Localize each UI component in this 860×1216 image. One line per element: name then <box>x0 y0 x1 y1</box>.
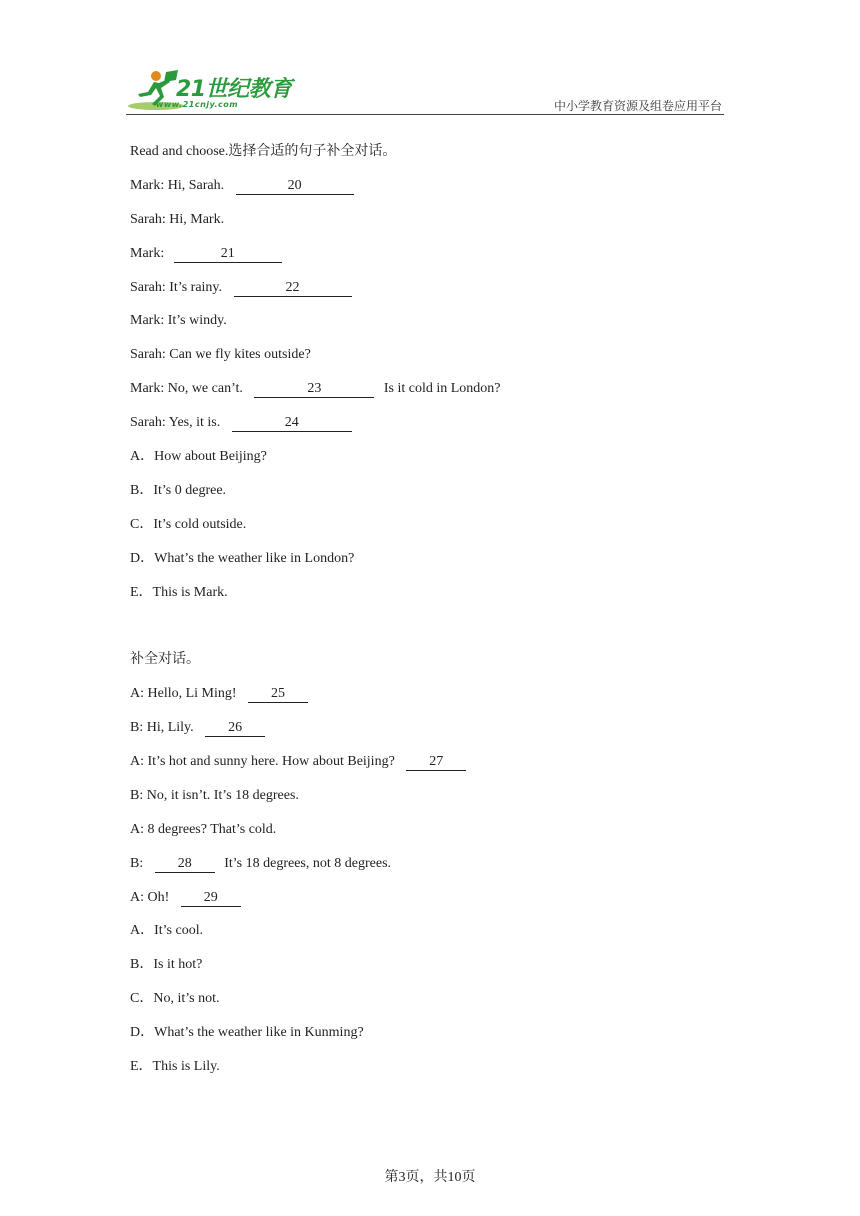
dialogue-line <box>130 278 750 298</box>
dialogue-text: Mark: No, we can’t. <box>130 381 243 397</box>
dialogue-text: A: It’s hot and sunny here. How about Beijing? <box>130 753 395 769</box>
dialogue-line <box>130 820 750 840</box>
dialogue-text: A: Hello, Li Ming! <box>130 686 237 702</box>
dialogue-line <box>130 176 750 196</box>
dialogue-line <box>130 244 750 264</box>
dialogue-text: Mark: Hi, Sarah. <box>130 177 225 193</box>
option-item: A．How about Beijing? <box>130 449 267 465</box>
dialogue-text: Sarah: Yes, it is. <box>130 415 221 431</box>
answer-blank[interactable]: 27 <box>406 754 466 771</box>
answer-blank[interactable]: 23 <box>254 381 374 398</box>
dialogue-text: Mark: <box>130 245 165 261</box>
site-name: 中小学教育资源及组卷应用平台 <box>553 99 722 113</box>
answer-blank[interactable]: 22 <box>234 280 352 297</box>
option-item: D．What’s the weather like in London? <box>130 550 355 566</box>
dialogue-line <box>130 752 750 772</box>
dialogue-text: It’s 18 degrees, not 8 degrees. <box>224 855 392 871</box>
dialogue-text: B: Hi, Lily. <box>130 720 194 736</box>
dialogue-line <box>130 854 750 874</box>
dialogue-line <box>130 379 750 399</box>
dialogue-text: Is it cold in London? <box>383 381 501 397</box>
dialogue-line <box>130 210 750 230</box>
dialogue-line <box>130 786 750 806</box>
dialogue-line <box>130 413 750 433</box>
dialogue-text: B: No, it isn’t. It’s 18 degrees. <box>130 787 299 803</box>
dialogue-text: A: 8 degrees? That’s cold. <box>130 821 277 837</box>
option-item: D．What’s the weather like in Kunming? <box>130 1025 364 1041</box>
option-item: B．Is it hot? <box>130 957 203 973</box>
answer-blank[interactable]: 24 <box>232 415 352 432</box>
dialogue-line <box>130 345 750 365</box>
option-item: E．This is Lily. <box>130 1058 220 1074</box>
answer-blank[interactable]: 25 <box>248 686 308 703</box>
logo-text: 21世纪教育 <box>176 77 292 102</box>
answer-blank[interactable]: 26 <box>205 720 265 737</box>
logo-url: www.21cnjy.com <box>156 100 239 109</box>
dialogue-line <box>130 888 750 908</box>
answer-blank[interactable]: 28 <box>155 856 215 873</box>
answer-blank[interactable]: 21 <box>174 246 282 263</box>
option-item: C．It’s cold outside. <box>130 516 247 532</box>
option-item: E．This is Mark. <box>130 584 228 600</box>
dialogue-text: Sarah: It’s rainy. <box>130 279 223 295</box>
page-header <box>126 66 724 116</box>
option-item: B．It’s 0 degree. <box>130 482 227 498</box>
option-item: C．No, it’s not. <box>130 991 220 1007</box>
dialogue-text: A: Oh! <box>130 889 170 905</box>
dialogue-line <box>130 684 750 704</box>
page-number: 第3页，共10页 <box>384 1170 476 1185</box>
answer-blank[interactable]: 29 <box>181 890 241 907</box>
dialogue-text: Sarah: Can we fly kites outside? <box>130 347 311 363</box>
dialogue-text: Sarah: Hi, Mark. <box>130 211 225 227</box>
answer-blank[interactable]: 20 <box>236 178 354 195</box>
logo <box>126 68 296 112</box>
option-item: A．It’s cool. <box>130 923 204 939</box>
dialogue-text: B: <box>130 855 144 871</box>
section-gap <box>130 616 750 650</box>
dialogue-line <box>130 718 750 738</box>
dialogue-line <box>130 311 750 331</box>
worksheet-content <box>130 142 750 1091</box>
header-divider <box>126 114 724 115</box>
dialogue-text: Mark: It’s windy. <box>130 313 227 329</box>
section2-instruction: 补全对话。 <box>130 652 200 668</box>
section1-instruction: Read and choose.选择合适的句子补全对话。 <box>130 144 397 159</box>
